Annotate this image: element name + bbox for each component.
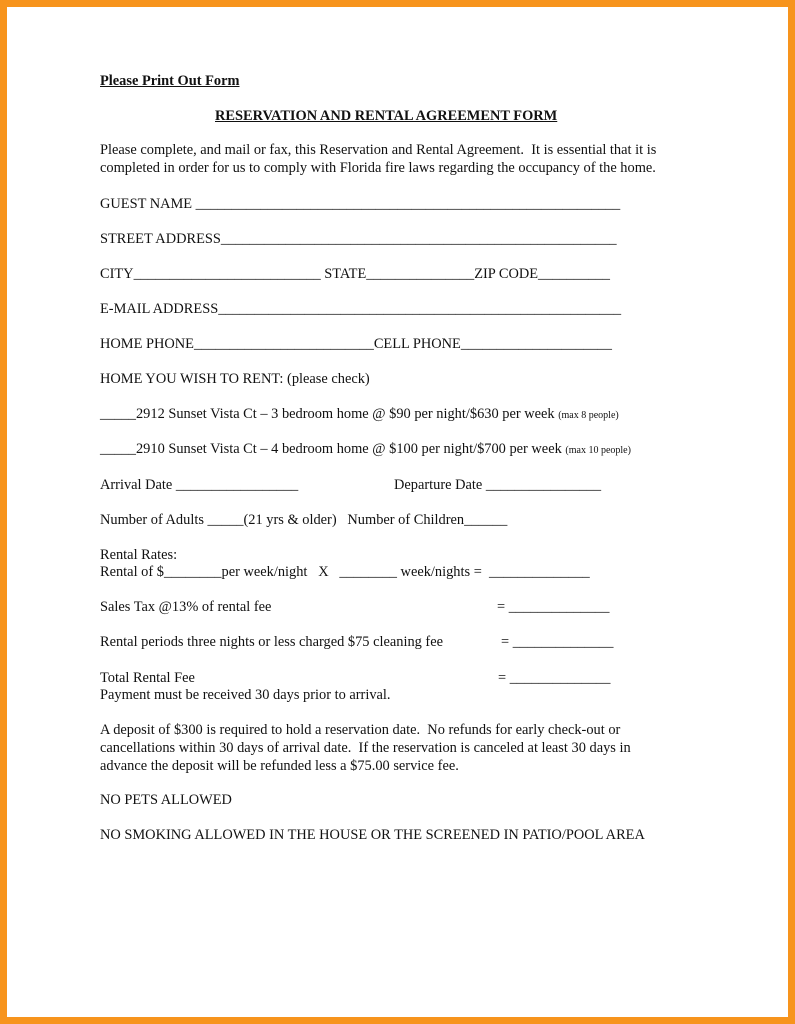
email-address-field: E-MAIL ADDRESS________________________________________________________ bbox=[100, 301, 622, 317]
rental-of-line: Rental of $________per week/night X ________ week/nights = ______________ bbox=[100, 564, 590, 580]
total-fee-label: Total Rental Fee bbox=[100, 670, 195, 686]
departure-date-field: Departure Date ________________ bbox=[394, 477, 602, 493]
home-option-2-text: _____2910 Sunset Vista Ct – 4 bedroom home @ $100 per night/$700 per week bbox=[100, 441, 566, 457]
home-option-2 bbox=[100, 441, 631, 459]
cleaning-fee-label: Rental periods three nights or less charged $75 cleaning fee bbox=[100, 634, 443, 650]
total-fee-blank: = ______________ bbox=[498, 670, 611, 686]
intro-line-1: Please complete, and mail or fax, this Reservation and Rental Agreement. It is essential that it is bbox=[100, 142, 657, 158]
sales-tax-label: Sales Tax @13% of rental fee bbox=[100, 599, 272, 615]
arrival-date-field: Arrival Date _________________ bbox=[100, 477, 299, 493]
home-option-1-note: (max 8 people) bbox=[558, 410, 619, 421]
sales-tax-blank: = ______________ bbox=[497, 599, 610, 615]
cleaning-fee-blank: = ______________ bbox=[501, 634, 614, 650]
no-pets-notice: NO PETS ALLOWED bbox=[100, 792, 232, 808]
guest-name-field: GUEST NAME ___________________________________________________________ bbox=[100, 196, 621, 212]
guest-count-fields: Number of Adults _____(21 yrs & older) Number of Children______ bbox=[100, 512, 508, 528]
payment-note: Payment must be received 30 days prior to arrival. bbox=[100, 687, 391, 703]
home-option-1-text: _____2912 Sunset Vista Ct – 3 bedroom home @ $90 per night/$630 per week bbox=[100, 406, 559, 422]
home-option-2-note: (max 10 people) bbox=[565, 445, 631, 456]
phone-fields: HOME PHONE_________________________CELL PHONE_____________________ bbox=[100, 336, 612, 352]
rental-rates-label: Rental Rates: bbox=[100, 547, 178, 563]
intro-line-2: completed in order for us to comply with Florida fire laws regarding the occupancy of the home. bbox=[100, 160, 656, 176]
print-heading: Please Print Out Form bbox=[100, 73, 240, 89]
city-state-zip-field: CITY__________________________ STATE_______________ZIP CODE__________ bbox=[100, 266, 610, 282]
no-smoking-notice: NO SMOKING ALLOWED IN THE HOUSE OR THE SCREENED IN PATIO/POOL AREA bbox=[100, 827, 645, 843]
home-option-1 bbox=[100, 406, 619, 424]
deposit-line-1: A deposit of $300 is required to hold a reservation date. No refunds for early check-out or bbox=[100, 722, 621, 738]
home-choice-label: HOME YOU WISH TO RENT: (please check) bbox=[100, 371, 370, 387]
deposit-line-3: advance the deposit will be refunded less a $75.00 service fee. bbox=[100, 758, 459, 774]
street-address-field: STREET ADDRESS_______________________________________________________ bbox=[100, 231, 617, 247]
deposit-line-2: cancellations within 30 days of arrival date. If the reservation is canceled at least 30 days in bbox=[100, 740, 631, 756]
form-title: RESERVATION AND RENTAL AGREEMENT FORM bbox=[215, 108, 558, 124]
